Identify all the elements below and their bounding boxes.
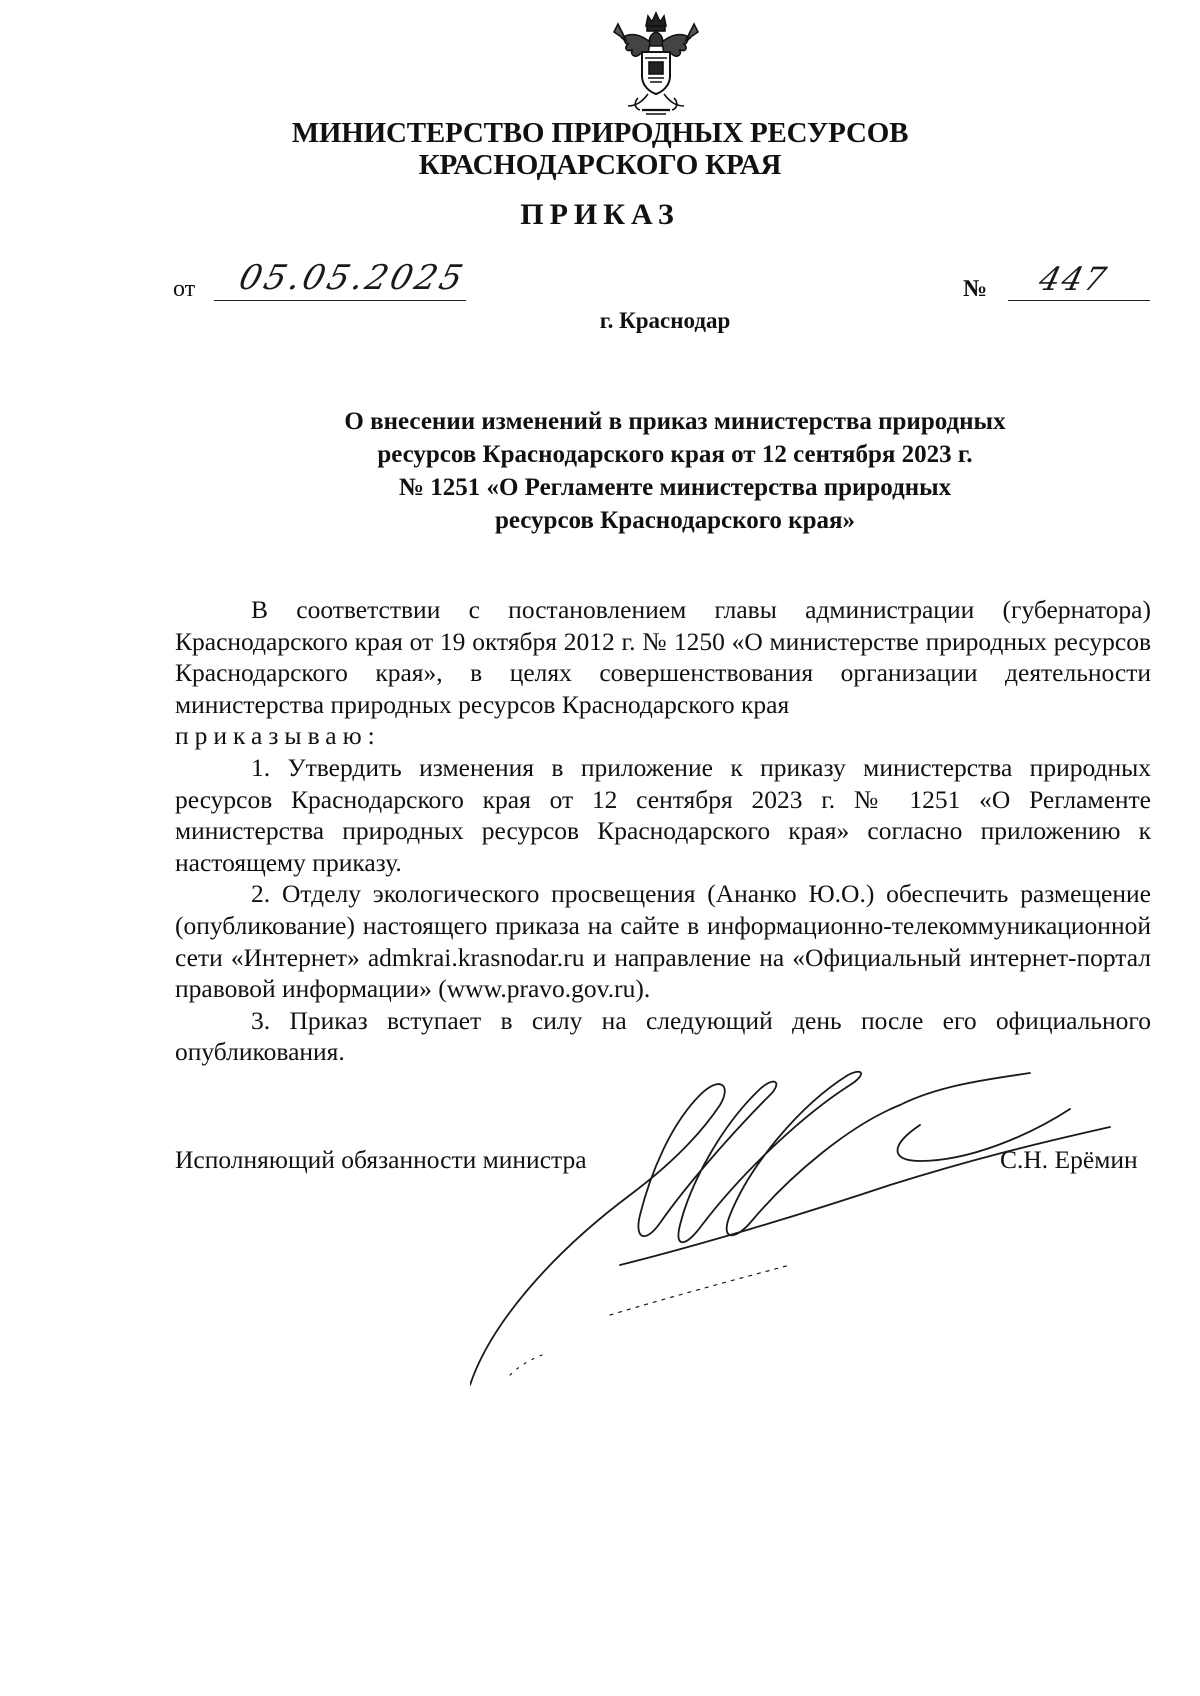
document-type-title: ПРИКАЗ	[520, 198, 680, 231]
order-item-1: 1. Утвердить изменения в приложение к приказу министерства природных ресурсов Краснодарского края от 12 сентября 2023 г. № 1251 «О Регламенте министерства природных ресурсов Краснодарского края» согласно приложению к настоящему приказу.	[175, 752, 1151, 877]
ministry-name-line1: МИНИСТЕРСТВО ПРИРОДНЫХ РЕСУРСОВ	[291, 117, 909, 149]
date-label: от	[173, 276, 196, 302]
order-item-3: 3. Приказ вступает в силу на следующий день после его официального опубликования.	[175, 1005, 1151, 1067]
order-item-2: 2. Отделу экологического просвещения (Ананко Ю.О.) обеспечить размещение (опубликование) настоящего приказа на сайте в информационно-телекоммуникационной сети «Интернет» admkrai.krasnodar.ru и направление на «Официальный интернет-портал правовой информации» (www.pravo.gov.ru).	[175, 879, 1151, 1004]
number-underline	[1008, 300, 1150, 301]
subject-line: ресурсов Краснодарского края»	[494, 507, 856, 534]
signer-role: Исполняющий обязанности министра	[175, 1145, 587, 1174]
subject-line: О внесении изменений в приказ министерства природных	[344, 408, 1006, 435]
subject-line: ресурсов Краснодарского края от 12 сентября 2023 г.	[377, 441, 973, 468]
ministry-name-line2: КРАСНОДАРСКОГО КРАЯ	[418, 149, 782, 181]
subject-line: № 1251 «О Регламенте министерства природных	[398, 474, 952, 501]
handwritten-date: 05.05.2025	[235, 258, 470, 298]
handwritten-signature-icon	[470, 1065, 1190, 1395]
coat-of-arms-icon	[612, 10, 700, 118]
order-body	[175, 594, 1151, 1068]
order-word: приказываю:	[175, 721, 381, 751]
date-underline	[214, 300, 466, 301]
city-name: г. Краснодар	[599, 308, 731, 333]
handwritten-number: 447	[1035, 260, 1112, 298]
preamble-paragraph: В соответствии с постановлением главы администрации (губернатора) Краснодарского края от 19 октября 2012 г. № 1250 «О министерстве природных ресурсов Краснодарского края», в целях совершенствования организации деятельности министерства природных ресурсов Краснодарского края	[175, 595, 1151, 719]
signer-name: С.Н. Ерёмин	[1000, 1145, 1138, 1174]
order-subject	[175, 405, 1175, 537]
number-label: №	[963, 276, 988, 302]
